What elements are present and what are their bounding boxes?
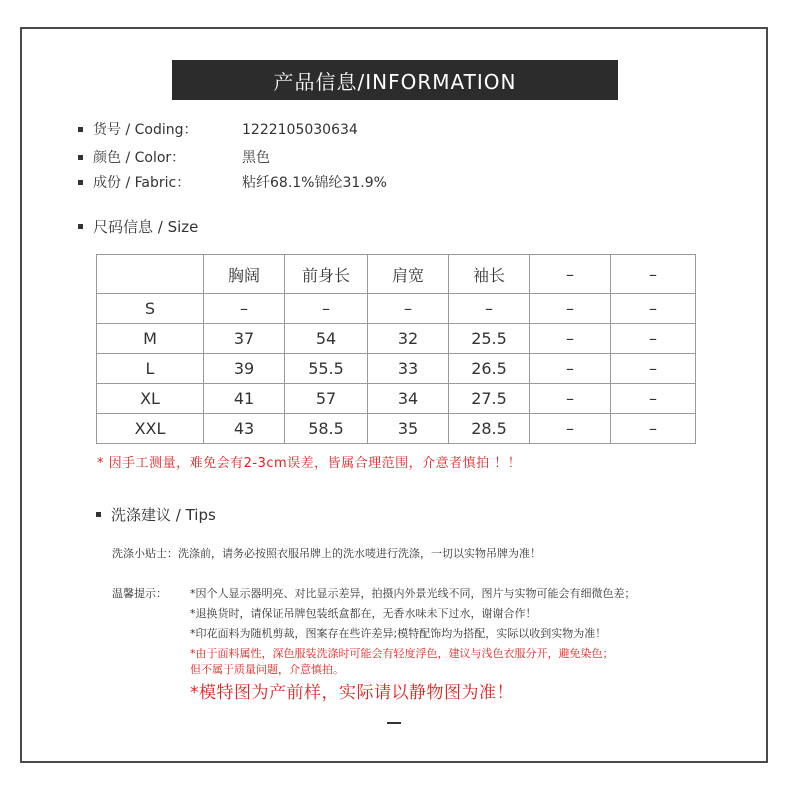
table-cell: XL: [97, 384, 204, 414]
model-image-note: *模特图为产前样，实际请以静物图为准！: [190, 683, 514, 703]
fabric-value: 粘纤68.1%锦纶31.9%: [242, 175, 387, 191]
table-cell: 55.5: [285, 354, 368, 384]
table-cell: 54: [285, 324, 368, 354]
table-cell: –: [530, 324, 611, 354]
table-row: [97, 294, 696, 324]
header-cell: 胸阔: [204, 255, 285, 294]
header-cell: 袖长: [449, 255, 530, 294]
table-row: [97, 354, 696, 384]
info-header: [172, 60, 618, 100]
table-cell: –: [285, 294, 368, 324]
size-section-label: 尺码信息 / Size: [93, 218, 199, 236]
table-cell: –: [530, 294, 611, 324]
prompt-item-red: 但不属于质量问题，介意慎拍。: [190, 663, 344, 676]
measurement-note: * 因手工测量，难免会有2-3cm误差，皆属合理范围，介意者慎拍 ！！: [97, 456, 522, 471]
bullet-icon: [78, 127, 83, 132]
header-cell: –: [611, 255, 696, 294]
tips-section-label: 洗涤建议 / Tips: [111, 506, 216, 524]
table-cell: 35: [368, 414, 449, 444]
info-header-title: 产品信息/INFORMATION: [273, 69, 517, 94]
coding-value: 1222105030634: [242, 122, 358, 138]
table-cell: 26.5: [449, 354, 530, 384]
table-cell: –: [449, 294, 530, 324]
header-cell: 前身长: [285, 255, 368, 294]
table-cell: –: [530, 414, 611, 444]
size-table-header: [97, 255, 696, 294]
table-cell: 34: [368, 384, 449, 414]
table-cell: L: [97, 354, 204, 384]
prompt-label: 温馨提示：: [112, 587, 167, 600]
size-table: [96, 254, 696, 444]
table-cell: 58.5: [285, 414, 368, 444]
end-dash: [387, 722, 401, 724]
table-cell: 28.5: [449, 414, 530, 444]
table-cell: 32: [368, 324, 449, 354]
header-cell: –: [530, 255, 611, 294]
table-cell: XXL: [97, 414, 204, 444]
color-value: 黑色: [242, 150, 270, 166]
prompt-list: [190, 586, 636, 682]
prompt-item-red: *由于面料属性，深色服装洗涤时可能会有轻度浮色，建议与浅色衣服分开，避免染色；: [190, 647, 614, 660]
prompt-item: *退换货时，请保证吊牌包装纸盒都在，无香水味未下过水，谢谢合作！: [190, 607, 537, 620]
table-cell: –: [368, 294, 449, 324]
table-row: [97, 384, 696, 414]
table-cell: S: [97, 294, 204, 324]
color-row: [78, 149, 270, 167]
table-cell: 33: [368, 354, 449, 384]
table-cell: –: [611, 414, 696, 444]
table-cell: M: [97, 324, 204, 354]
table-cell: 41: [204, 384, 285, 414]
coding-row: [78, 121, 358, 139]
table-cell: –: [611, 324, 696, 354]
header-cell: 肩宽: [368, 255, 449, 294]
table-cell: –: [611, 294, 696, 324]
table-cell: 57: [285, 384, 368, 414]
table-row: [97, 414, 696, 444]
bullet-icon: [96, 512, 101, 517]
bullet-icon: [78, 155, 83, 160]
header-cell: [97, 255, 204, 294]
prompt-item: *印花面料为随机剪裁，图案存在些许差异;模特配饰均为搭配，实际以收到实物为准！: [190, 627, 607, 640]
table-cell: 27.5: [449, 384, 530, 414]
table-row: [97, 324, 696, 354]
fabric-label: 成份 / Fabric：: [93, 175, 191, 191]
bullet-icon: [78, 224, 83, 229]
table-cell: 25.5: [449, 324, 530, 354]
table-cell: –: [530, 384, 611, 414]
coding-label: 货号 / Coding：: [93, 122, 198, 138]
table-cell: –: [530, 354, 611, 384]
bullet-icon: [78, 180, 83, 185]
tips-section-title: [96, 506, 216, 524]
table-cell: –: [611, 384, 696, 414]
table-cell: 37: [204, 324, 285, 354]
fabric-row: [78, 174, 387, 192]
table-cell: –: [611, 354, 696, 384]
table-cell: 39: [204, 354, 285, 384]
size-section-title: [78, 218, 198, 236]
table-cell: –: [204, 294, 285, 324]
prompt-item: *因个人显示器明亮、对比显示差异，拍摄内外景光线不同，图片与实物可能会有细微色差；: [190, 587, 636, 600]
color-label: 颜色 / Color：: [93, 150, 186, 166]
table-cell: 43: [204, 414, 285, 444]
care-tip: 洗涤小贴士：洗涤前，请务必按照衣服吊牌上的洗水唛进行洗涤，一切以实物吊牌为准！: [112, 547, 541, 560]
